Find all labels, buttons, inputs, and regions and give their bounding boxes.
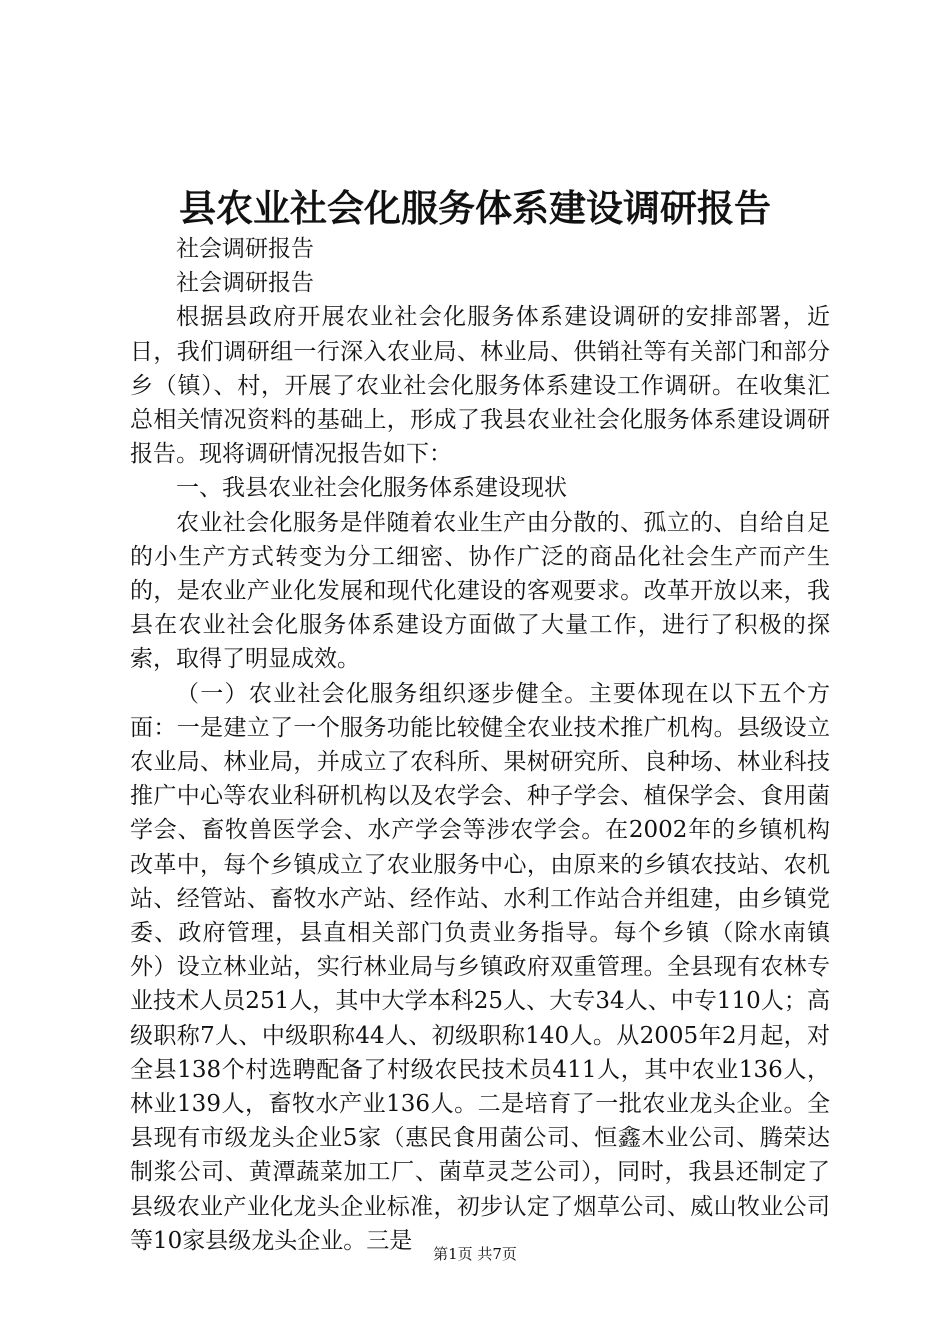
body-paragraph: （一）农业社会化服务组织逐步健全。主要体现在以下五个方面：一是建立了一个服务功能比较健全农业技术推广机构。县级设立农业局、林业局，并成立了农科所、果树研究所、良种场、林业科技推广中心等农业科研机构以及农学会、种子学会、植保学会、食用菌学会、畜牧兽医学会、水产学会等涉农学会。在2002年的乡镇机构改革中，每个乡镇成立了农业服务中心，由原来的乡镇农技站、农机站、经管站、畜牧水产站、经作站、水利工作站合并组建，由乡镇党委、政府管理，县直相关部门负责业务指导。每个乡镇（除水南镇外）设立林业站，实行林业局与乡镇政府双重管理。全县现有农林专业技术人员251人，其中大学本科25人、大专34人、中专110人；高级职称7人、中级职称44人、初级职称140人。从2005年2月起，对全县138个村选聘配备了村级农民技术员411人，其中农业136人，林业139人，畜牧水产业136人。二是培育了一批农业龙头企业。全县现有市级龙头企业5家（惠民食用菌公司、恒鑫木业公司、腾荣达制浆公司、黄潭蔬菜加工厂、菌草灵芝公司），同时，我县还制定了县级农业产业化龙头企业标准，初步认定了烟草公司、威山牧业公司等10家县级龙头企业。三是: [130, 680, 830, 1254]
body-paragraph: 农业社会化服务是伴随着农业生产由分散的、孤立的、自给自足的小生产方式转变为分工细密、协作广泛的商品化社会生产而产生的，是农业产业化发展和现代化建设的客观要求。改革开放以来，我县在农业社会化服务体系建设方面做了大量工作，进行了积极的探索，取得了明显成效。: [130, 509, 830, 673]
body-paragraph: 根据县政府开展农业社会化服务体系建设调研的安排部署，近日，我们调研组一行深入农业局、林业局、供销社等有关部门和部分乡（镇）、村，开展了农业社会化服务体系建设工作调研。在收集汇总相关情况资料的基础上，形成了我县农业社会化服务体系建设调研报告。现将调研情况报告如下：: [130, 304, 830, 468]
section-heading: 一、我县农业社会化服务体系建设现状: [176, 475, 567, 502]
body-paragraph: 社会调研报告: [176, 236, 314, 262]
body-paragraph: 社会调研报告: [176, 270, 314, 297]
page-footer: 第1页 共7页: [433, 1245, 517, 1263]
document-title: 县农业社会化服务体系建设调研报告: [179, 186, 771, 230]
document-body: [130, 232, 830, 1258]
